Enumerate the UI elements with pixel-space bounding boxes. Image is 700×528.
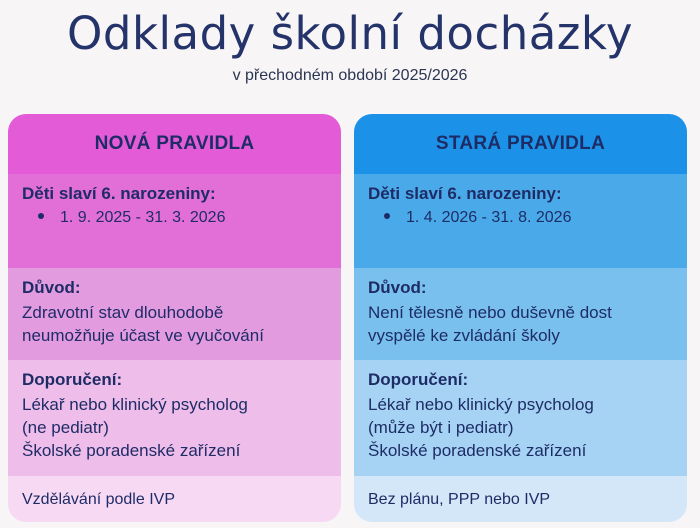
new-reason-line1: Zdravotní stav dlouhodobě	[22, 303, 224, 322]
old-reason-line1: Není tělesně nebo duševně dost	[368, 303, 612, 322]
new-recommendation-line3: Školské poradenské zařízení	[22, 441, 241, 460]
old-rules-footer: Bez plánu, PPP nebo IVP	[368, 491, 551, 508]
new-recommendation-line2: (ne pediatr)	[22, 418, 109, 437]
old-rules-heading: STARÁ PRAVIDLA	[354, 114, 687, 174]
new-rules-recommendation-section	[8, 360, 341, 476]
old-rules-birthday-section	[354, 174, 687, 268]
old-reason-line2: vyspělé ke zvládání školy	[368, 326, 560, 345]
old-reason-text	[368, 301, 687, 347]
old-recommendation-label: Doporučení:	[368, 370, 469, 389]
old-rules-card	[354, 114, 687, 522]
new-rules-footer: Vzdělávání podle IVP	[22, 491, 175, 508]
new-rules-heading: NOVÁ PRAVIDLA	[8, 114, 341, 174]
old-recommendation-line3: Školské poradenské zařízení	[368, 441, 587, 460]
new-rules-birthday-section	[8, 174, 341, 268]
old-birthday-range: 1. 4. 2026 - 31. 8. 2026	[406, 209, 572, 226]
new-rules-footer-section	[8, 476, 341, 522]
new-recommendation-text	[22, 393, 341, 462]
old-recommendation-line2: (může být i pediatr)	[368, 418, 514, 437]
new-reason-label: Důvod:	[22, 278, 81, 297]
old-rules-reason-section	[354, 268, 687, 360]
old-rules-footer-section	[354, 476, 687, 522]
new-birthday-label: Děti slaví 6. narozeniny:	[22, 184, 216, 203]
old-recommendation-text	[368, 393, 687, 462]
new-birthday-item	[22, 207, 341, 229]
new-recommendation-line1: Lékař nebo klinický psycholog	[22, 395, 248, 414]
old-birthday-label: Děti slaví 6. narozeniny:	[368, 184, 562, 203]
bullet-dot-icon	[384, 213, 390, 219]
new-reason-line2: neumožňuje účast ve vyučování	[22, 326, 264, 345]
new-birthday-range: 1. 9. 2025 - 31. 3. 2026	[60, 209, 226, 226]
old-recommendation-line1: Lékař nebo klinický psycholog	[368, 395, 594, 414]
page-subtitle: v přechodném období 2025/2026	[232, 67, 468, 84]
new-rules-reason-section	[8, 268, 341, 360]
old-reason-label: Důvod:	[368, 278, 427, 297]
page-title: Odklady školní docházky	[66, 7, 634, 60]
new-rules-card	[8, 114, 341, 522]
bullet-dot-icon	[38, 213, 44, 219]
old-birthday-item	[368, 207, 687, 229]
new-recommendation-label: Doporučení:	[22, 370, 123, 389]
new-reason-text	[22, 301, 341, 347]
old-rules-recommendation-section	[354, 360, 687, 476]
